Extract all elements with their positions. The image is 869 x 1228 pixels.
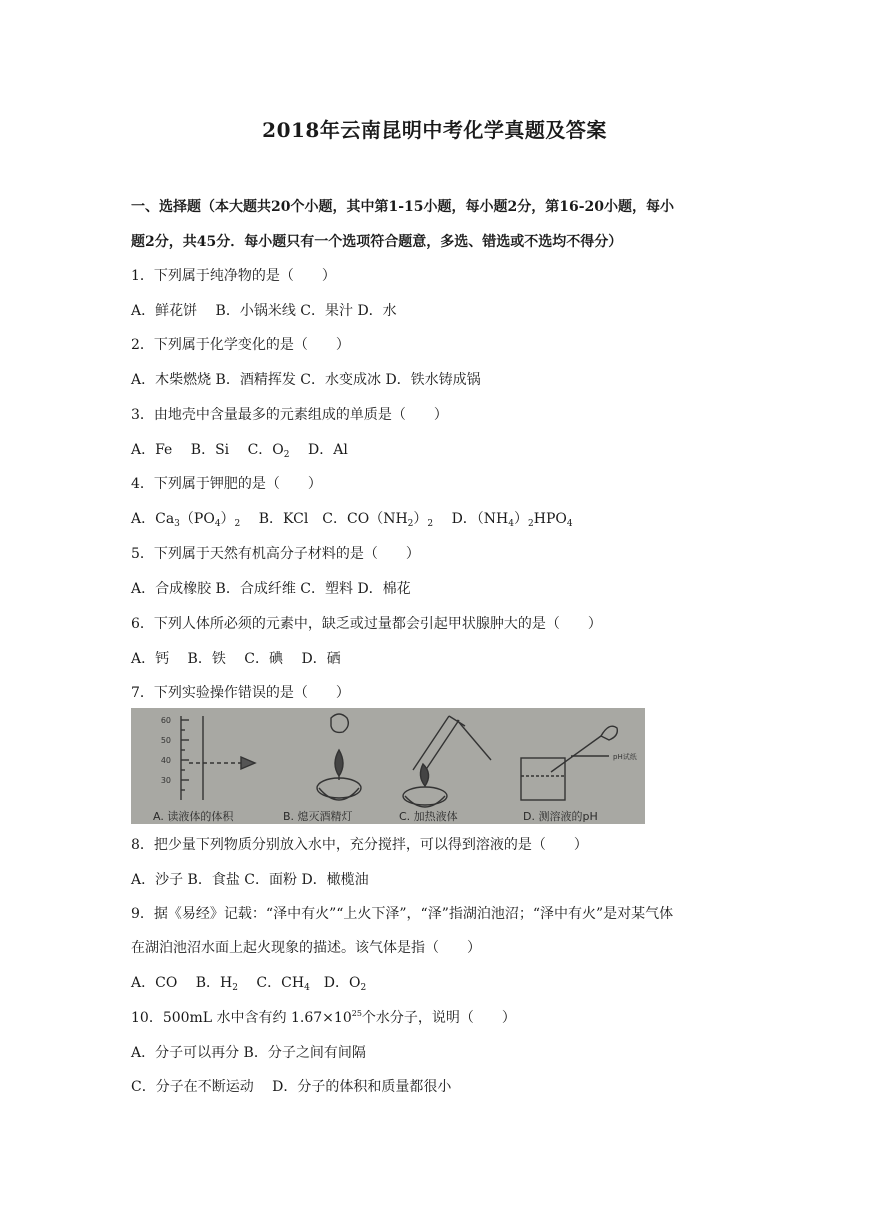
question-5-options: A．合成橡胶 B．合成纤维 C．塑料 D．棉花 — [131, 581, 411, 597]
question-10-options-line-1: A．分子可以再分 B．分子之间有间隔 — [131, 1045, 366, 1061]
lab-operations-drawing — [131, 708, 645, 824]
question-1-options: A．鲜花饼 B．小锅米线 C．果汁 D．水 — [131, 303, 397, 319]
question-5-stem: 5．下列属于天然有机高分子材料的是（ ） — [131, 546, 420, 562]
scale-label: 30 — [160, 776, 171, 785]
alcohol-lamp-icon — [317, 714, 361, 800]
question-3-options: A．Fe B．Si C．$O_2$ D．Al — [131, 442, 348, 460]
section-instructions-line-1: 一、选择题（本大题共20个小题，其中第1-15小题，每小题2分，第16-20小题，每小 — [131, 199, 675, 215]
question-8-stem: 8．把少量下列物质分别放入水中，充分搅拌，可以得到溶液的是（ ） — [131, 837, 588, 853]
figure-caption-d: D. 测溶液的pH — [523, 810, 598, 823]
section-instructions-line-2: 题2分，共45分．每小题只有一个选项符合题意，多选、错选或不选均不得分） — [131, 234, 623, 250]
figure-caption-c: C. 加热液体 — [399, 810, 458, 823]
heating-test-tube-icon — [403, 716, 491, 807]
question-1-stem: 1．下列属于纯净物的是（ ） — [131, 268, 336, 284]
question-4-options: A．$Ca_3(PO_4)_2$ B．KCl C．$CO(NH_2)_2$ D．$(NH_4)_2HPO_4$ — [131, 511, 573, 529]
question-6-options: A．钙 B．铁 C．碘 D．硒 — [131, 651, 341, 667]
ph-paper-label: pH试纸 — [613, 753, 637, 761]
question-2-stem: 2．下列属于化学变化的是（ ） — [131, 337, 350, 353]
graduated-cylinder-icon — [181, 716, 255, 800]
question-9-stem-line-1: 9．据《易经》记载：“泽中有火”“上火下泽”，“泽”指湖泊池沼；“泽中有火”是对某气体 — [131, 906, 674, 922]
question-7-stem: 7．下列实验操作错误的是（ ） — [131, 685, 350, 701]
question-8-options: A．沙子 B．食盐 C．面粉 D．橄榄油 — [131, 872, 369, 888]
question-9-stem-line-2: 在湖泊池沼水面上起火现象的描述。该气体是指（ ） — [131, 940, 481, 956]
question-10-stem: 10．500mL 水中含有约 $1.67\times 10^{25}$个水分子，说明（ ） — [131, 1009, 516, 1026]
ph-test-icon — [521, 726, 617, 800]
question-9-options: A．CO B．$H_2$ C．$CH_4$ D．$O_2$ — [131, 975, 367, 993]
lab-operations-figure — [131, 708, 645, 824]
scale-label: 40 — [160, 756, 171, 765]
scale-label: 50 — [160, 736, 171, 745]
question-2-options: A．木柴燃烧 B．酒精挥发 C．水变成冰 D．铁水铸成锅 — [131, 372, 481, 388]
question-4-stem: 4．下列属于钾肥的是（ ） — [131, 476, 322, 492]
figure-caption-b: B. 熄灭酒精灯 — [283, 810, 353, 823]
page-title: 2018年云南昆明中考化学真题及答案 — [262, 118, 607, 142]
figure-caption-a: A. 读液体的体积 — [153, 810, 234, 823]
question-6-stem: 6．下列人体所必须的元素中，缺乏或过量都会引起甲状腺肿大的是（ ） — [131, 616, 602, 632]
scale-label: 60 — [160, 716, 171, 725]
question-3-stem: 3．由地壳中含量最多的元素组成的单质是（ ） — [131, 407, 448, 423]
question-10-options-line-2: C．分子在不断运动 D．分子的体积和质量都很小 — [131, 1079, 452, 1095]
